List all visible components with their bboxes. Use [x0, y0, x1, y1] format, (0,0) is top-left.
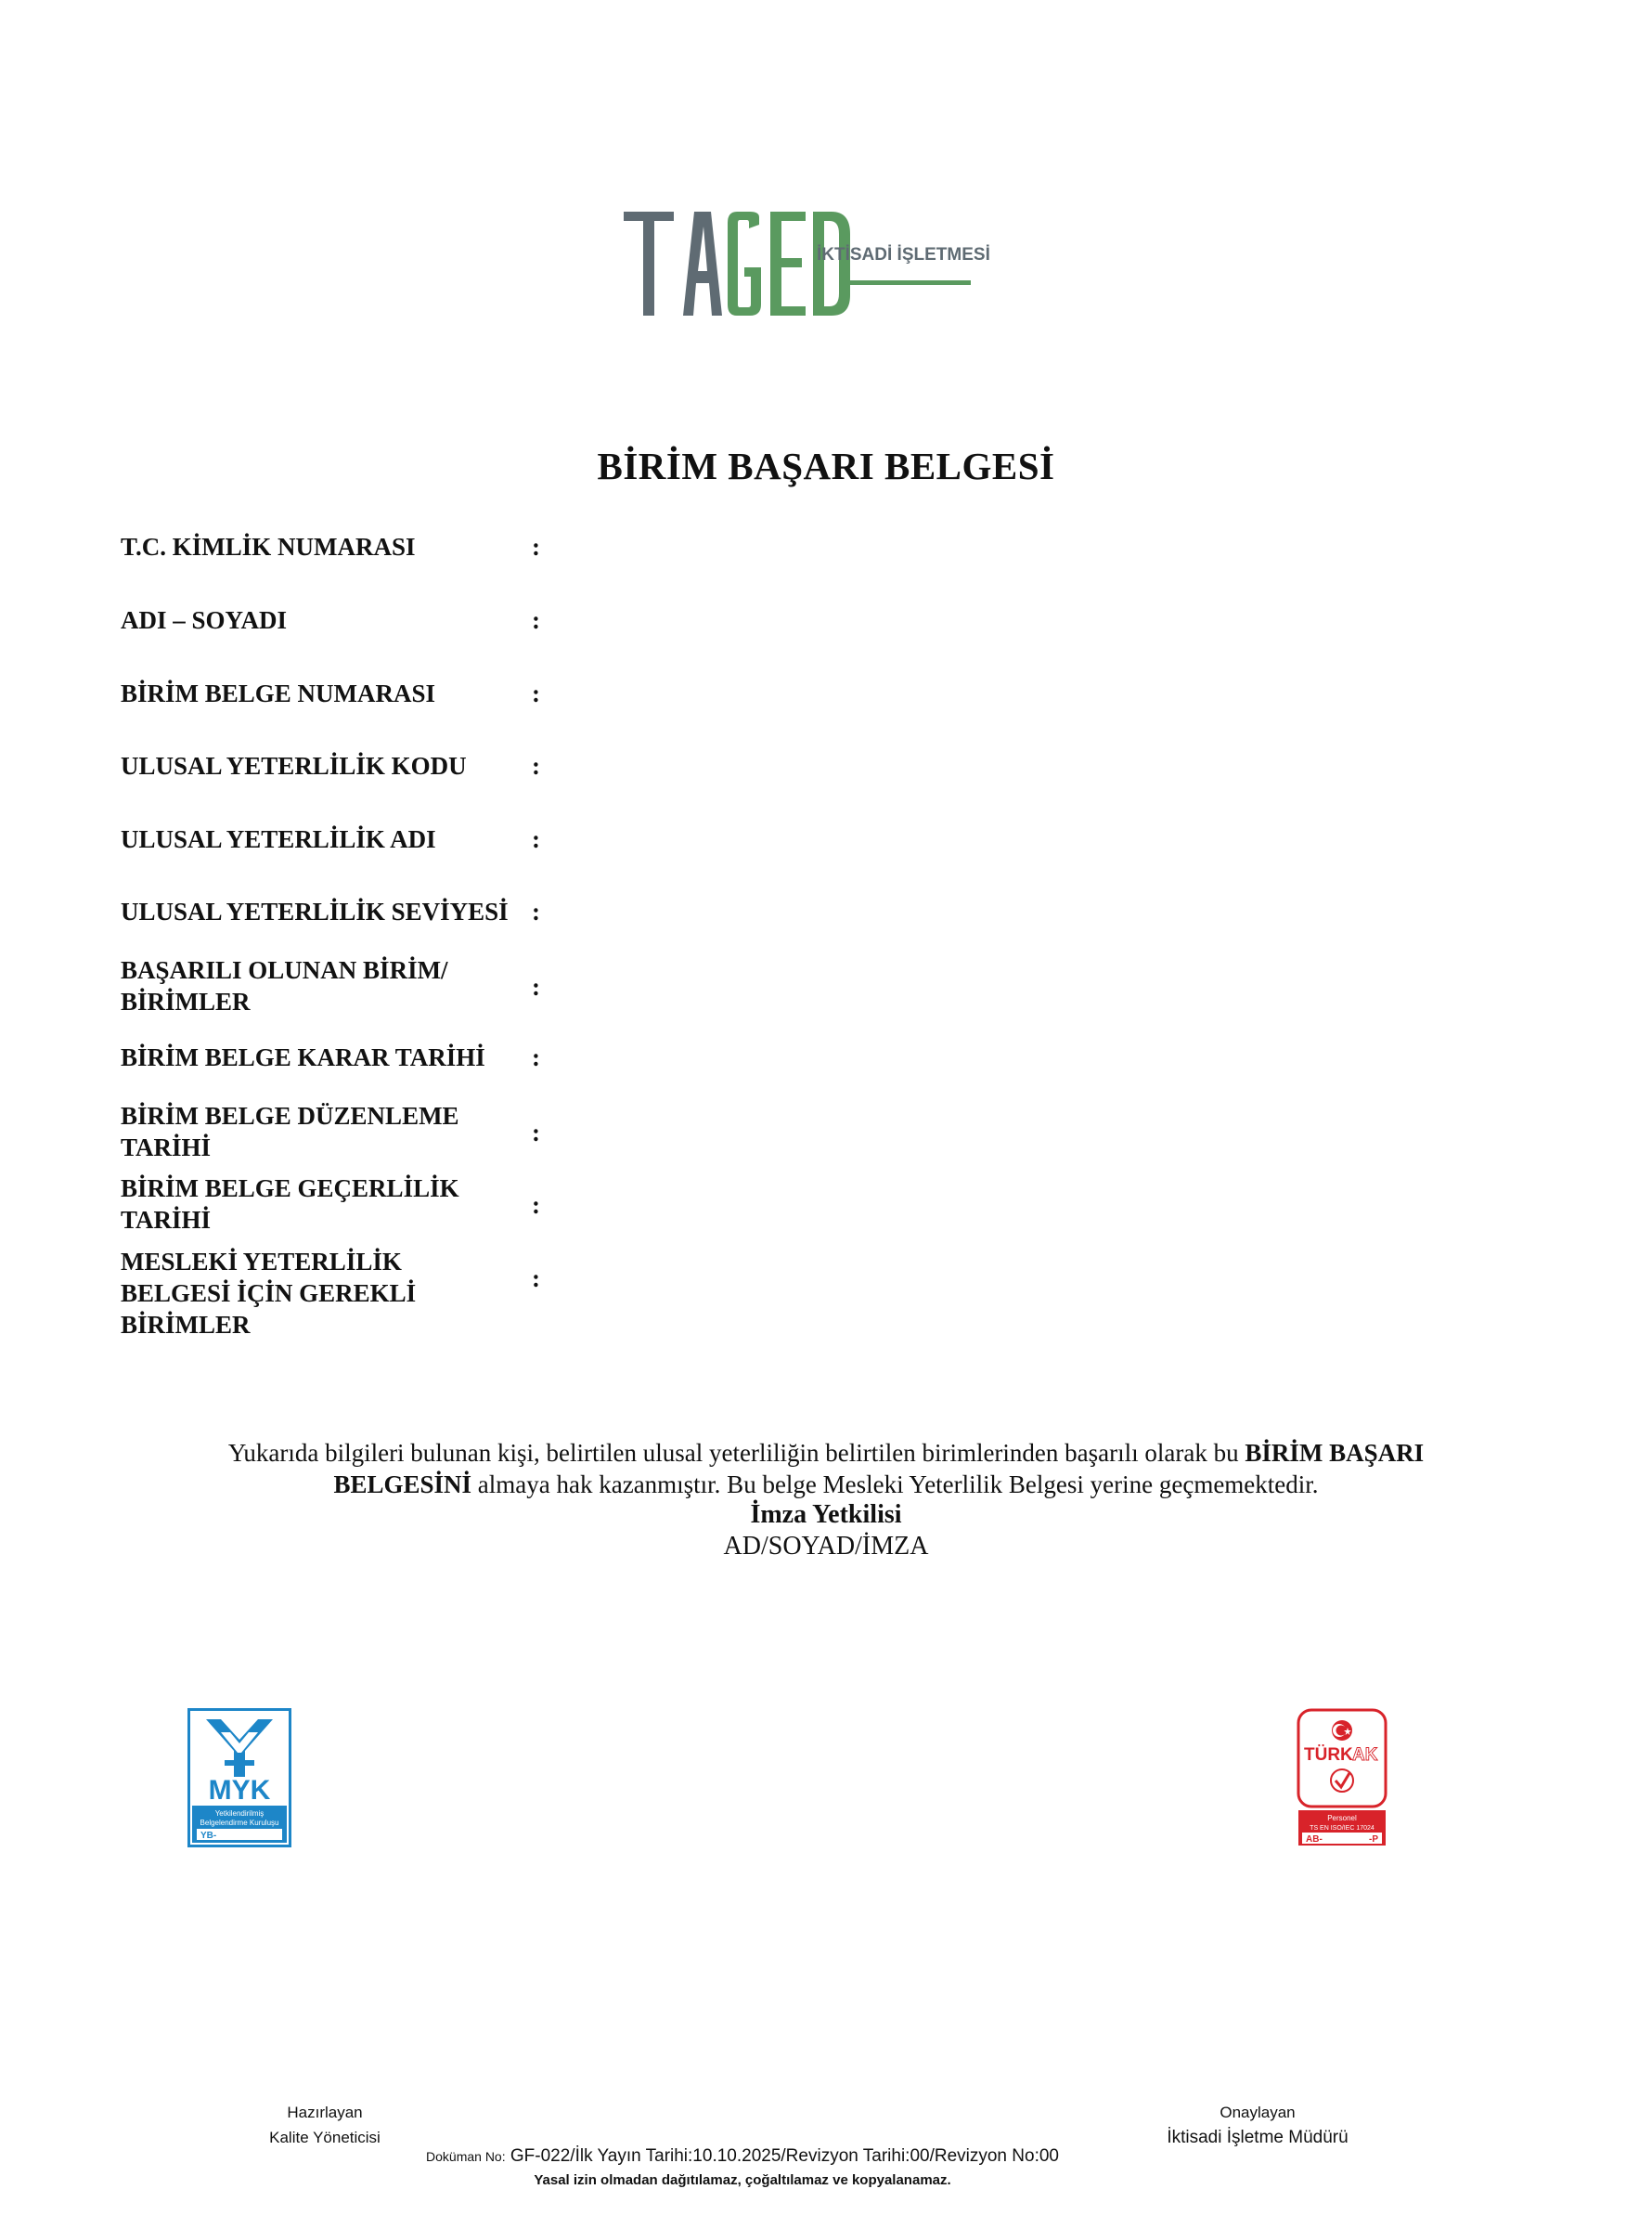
logo-subtitle: İKTİSADİ İŞLETMESİ	[817, 245, 990, 265]
turkak-name: TÜRK	[1304, 1745, 1353, 1765]
myk-badge	[187, 1708, 291, 1847]
doc-prefix: Doküman No:	[426, 2149, 506, 2164]
field-label: ADI – SOYADI	[121, 606, 288, 634]
approved-label: Onaylayan	[1220, 2104, 1296, 2121]
statement-bold: BİRİM BAŞARI BELGESİNİ	[333, 1439, 1425, 1498]
field-label: ULUSAL YETERLİLİK KODU	[121, 752, 467, 780]
footer-legal-notice: Yasal izin olmadan dağıtılamaz, çoğaltılamaz ve kopyalanamaz.	[534, 2172, 951, 2188]
footer-doc-info	[278, 2146, 1207, 2167]
field-colon: :	[532, 825, 540, 853]
field-label: BİRİM BELGE DÜZENLEME TARİHİ	[121, 1102, 459, 1161]
field-label: ULUSAL YETERLİLİK SEVİYESİ	[121, 898, 509, 926]
field-colon: :	[532, 752, 540, 780]
field-label: BİRİM BELGE NUMARASI	[121, 680, 436, 707]
signature-title: İmza Yetkilisi	[750, 1500, 902, 1529]
certificate-statement	[186, 1437, 1466, 1500]
field-colon: :	[532, 606, 540, 634]
field-colon: :	[532, 533, 540, 561]
field-colon: :	[532, 898, 540, 926]
field-label: ULUSAL YETERLİLİK ADI	[121, 825, 436, 853]
signature-subtitle: AD/SOYAD/İMZA	[723, 1532, 929, 1561]
field-label: BİRİM BELGE KARAR TARİHİ	[121, 1043, 485, 1071]
turkak-code-left: AB-	[1306, 1834, 1323, 1845]
field-colon: :	[532, 680, 540, 707]
footer-approved	[1114, 2100, 1401, 2150]
statement-text-1: Yukarıda bilgileri bulunan kişi, belirtilen ulusal yeterliliğin belirtilen birimlerinden başarılı olarak bu	[227, 1439, 1245, 1467]
turkak-name-suffix: AK	[1352, 1745, 1378, 1765]
field-colon: :	[532, 1191, 540, 1219]
myk-line1: Yetkilendirilmiş	[214, 1809, 265, 1818]
field-label: BİRİM BELGE GEÇERLİLİK TARİHİ	[121, 1174, 459, 1234]
turkak-badge	[1297, 1708, 1387, 1847]
field-label: BAŞARILI OLUNAN BİRİM/ BİRİMLER	[121, 956, 448, 1016]
taged-logo	[620, 195, 990, 320]
field-colon: :	[532, 1119, 540, 1146]
approved-role: İktisadi İşletme Müdürü	[1167, 2128, 1349, 2147]
myk-line2: Belgelendirme Kuruluşu	[200, 1819, 279, 1827]
field-label: T.C. KİMLİK NUMARASI	[121, 533, 416, 561]
turkak-code-right: -P	[1369, 1834, 1378, 1845]
turkak-line1: Personel	[1327, 1814, 1357, 1822]
field-colon: :	[532, 1043, 540, 1071]
myk-code: YB-	[200, 1831, 217, 1841]
prepared-label: Hazırlayan	[287, 2104, 363, 2121]
field-label: MESLEKİ YETERLİLİK BELGESİ İÇİN GEREKLİ BİRİMLER	[121, 1248, 417, 1339]
myk-name: MYK	[208, 1775, 271, 1806]
statement-text-2: almaya hak kazanmıştır. Bu belge Mesleki Yeterlilik Belgesi yerine geçmemektedir.	[471, 1470, 1319, 1498]
document-title: BİRİM BAŞARI BELGESİ	[597, 445, 1055, 487]
turkak-line2: TS EN ISO/IEC 17024	[1310, 1825, 1375, 1832]
footer-prepared	[232, 2100, 418, 2150]
prepared-role: Kalite Yöneticisi	[269, 2129, 381, 2146]
doc-info: GF-022/İlk Yayın Tarihi:10.10.2025/Revizyon Tarihi:00/Revizyon No:00	[505, 2146, 1059, 2166]
field-colon: :	[532, 973, 540, 1001]
field-colon: :	[532, 1264, 540, 1292]
